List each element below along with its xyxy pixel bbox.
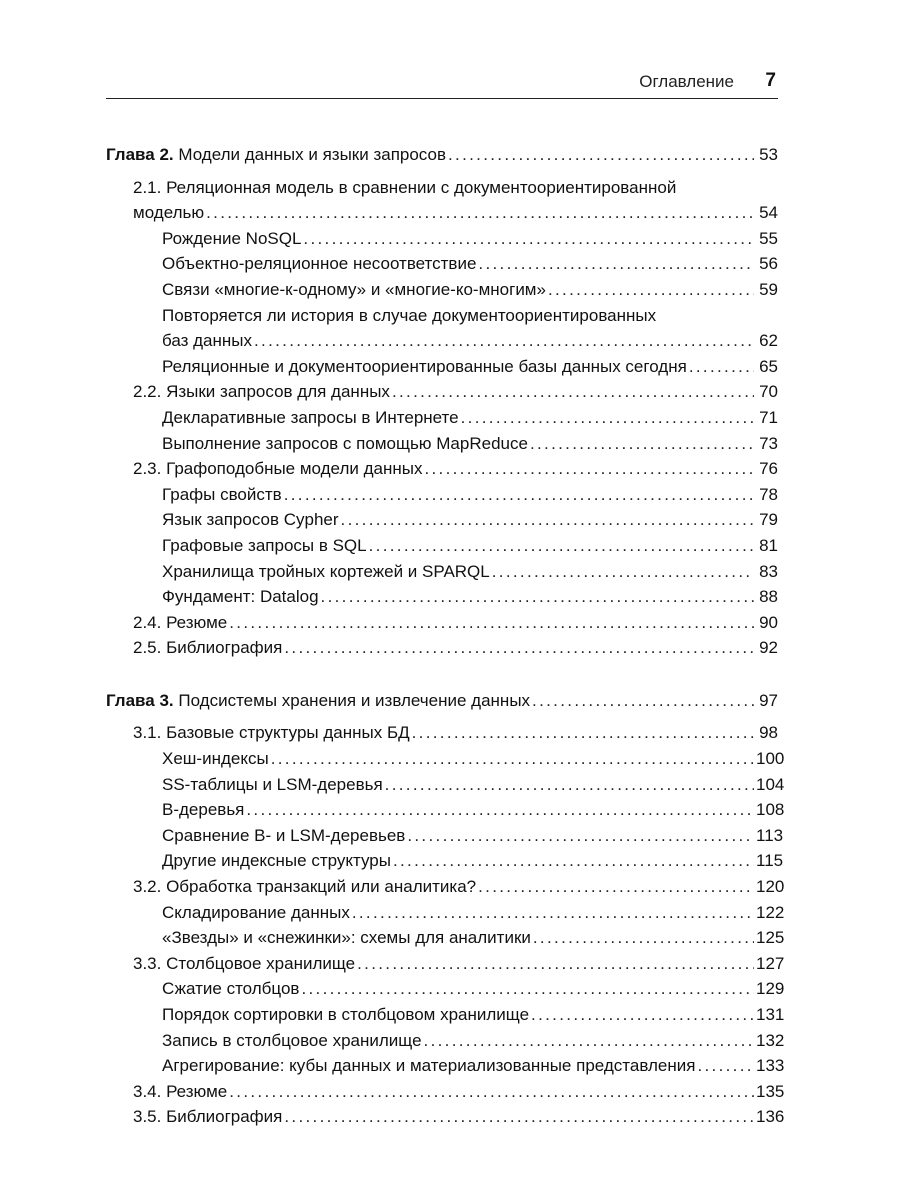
- dot-leader: [301, 976, 754, 1002]
- toc-subsection: [106, 354, 778, 380]
- subsection-title-cont: баз данных: [162, 331, 252, 351]
- dot-leader: [206, 200, 754, 226]
- toc-subsection: [106, 226, 778, 252]
- toc-section-2-4: [106, 610, 778, 636]
- page-ref: 90: [759, 612, 778, 632]
- subsection-title: Складирование данных: [162, 902, 350, 922]
- toc-subsection: [106, 848, 784, 874]
- page-ref: 122: [756, 902, 785, 922]
- dot-leader: [369, 533, 754, 559]
- section-title: 2.4. Резюме: [133, 612, 228, 632]
- section-title: 2.5. Библиография: [133, 638, 283, 658]
- chapter-label: Глава 2.: [106, 145, 174, 164]
- subsection-title: Рождение NoSQL: [162, 228, 302, 248]
- dot-leader: [352, 900, 754, 926]
- section-title: 3.4. Резюме: [133, 1081, 228, 1101]
- subsection-title: Реляционные и документоориентированные базы данных сегодня: [162, 356, 687, 376]
- section-title: 2.2. Языки запросов для данных: [133, 382, 390, 402]
- toc-subsection: [106, 303, 778, 354]
- subsection-title: Фундамент: Datalog: [162, 587, 319, 607]
- toc-subsection: [106, 251, 778, 277]
- subsection-title: Объектно-реляционное несоответствие: [162, 254, 477, 274]
- section-title: 2.1. Реляционная модель в сравнении с документоориентированной: [133, 177, 677, 197]
- chapter-title: Модели данных и языки запросов: [178, 145, 446, 164]
- page-ref: 78: [759, 484, 778, 504]
- toc-subsection: [106, 746, 785, 772]
- toc-section-2-5: [106, 635, 778, 661]
- toc-section-2-3: [106, 456, 778, 482]
- toc-section-2-2: [106, 379, 778, 405]
- page-ref: 135: [756, 1081, 785, 1101]
- subsection-title: SS-таблицы и LSM-деревья: [162, 774, 383, 794]
- page-ref: 131: [756, 1005, 785, 1024]
- page-ref: 73: [759, 433, 778, 453]
- page-ref: 56: [759, 254, 778, 274]
- toc-subsection: [106, 507, 778, 533]
- dot-leader: [412, 720, 754, 746]
- subsection-title: Порядок сортировки в столбцовом хранилище: [162, 1005, 530, 1024]
- toc-subsection: [106, 900, 785, 926]
- section-title: 2.3. Графоподобные модели данных: [133, 459, 423, 479]
- dot-leader: [697, 1053, 754, 1079]
- page-ref: 108: [756, 800, 785, 820]
- page-ref: 104: [756, 774, 785, 794]
- toc-subsection: [106, 1053, 785, 1079]
- chapter-gap: [106, 661, 778, 688]
- subsection-title: B-деревья: [162, 800, 245, 820]
- dot-leader: [532, 688, 754, 714]
- dot-leader: [321, 584, 754, 610]
- subsection-title: Сравнение B- и LSM-деревьев: [162, 825, 406, 845]
- dot-leader: [478, 251, 754, 277]
- toc-subsection: [106, 431, 778, 457]
- dot-leader: [303, 226, 754, 252]
- toc-subsection: [106, 277, 778, 303]
- page-ref: 125: [756, 928, 785, 948]
- page-ref: 97: [759, 690, 778, 710]
- page-header: [106, 70, 778, 99]
- page-ref: 98: [759, 723, 778, 743]
- toc-section-2-1: [106, 175, 778, 226]
- dot-leader: [530, 431, 754, 457]
- dot-leader: [284, 1104, 754, 1130]
- dot-leader: [341, 507, 754, 533]
- dot-leader: [492, 559, 754, 585]
- toc-subsection: [106, 1028, 785, 1054]
- subsection-title: Хранилища тройных кортежей и SPARQL: [162, 561, 490, 581]
- page-ref: 113: [756, 825, 784, 845]
- toc-subsection: [106, 925, 785, 951]
- section-title: 3.1. Базовые структуры данных БД: [133, 723, 410, 743]
- chapter-title: Подсистемы хранения и извлечение данных: [178, 690, 531, 710]
- subsection-title: Графовые запросы в SQL: [162, 535, 367, 555]
- dot-leader: [357, 951, 754, 977]
- subsection-title: Повторяется ли история в случае документоориентированных: [162, 305, 657, 325]
- page-ref: 83: [759, 561, 778, 581]
- toc-subsection: [106, 976, 785, 1002]
- section-title: 3.2. Обработка транзакций или аналитика?: [133, 877, 477, 897]
- dot-leader: [478, 874, 754, 900]
- dot-leader: [254, 328, 754, 354]
- toc-section-3-2: [106, 874, 785, 900]
- dot-leader: [461, 405, 754, 431]
- toc-subsection: [106, 797, 785, 823]
- subsection-title: «Звезды» и «снежинки»: схемы для аналитики: [162, 928, 531, 948]
- page-ref: 88: [759, 587, 778, 607]
- toc-chapter-3: [106, 688, 778, 714]
- page-ref: 54: [759, 203, 778, 223]
- page-ref: 120: [756, 877, 785, 897]
- chapter-label: Глава 3.: [106, 690, 174, 710]
- page-ref: 100: [756, 749, 785, 769]
- subsection-title: Агрегирование: кубы данных и материализованные представления: [162, 1056, 696, 1076]
- page-ref: 79: [759, 510, 778, 530]
- page-ref: 129: [756, 979, 785, 999]
- dot-leader: [424, 1028, 754, 1054]
- page-ref: 76: [759, 459, 778, 479]
- page-ref: 70: [759, 382, 778, 402]
- dot-leader: [284, 635, 754, 661]
- toc-subsection: [106, 559, 778, 585]
- toc-chapter-2: [106, 142, 778, 168]
- toc-subsection: [106, 482, 778, 508]
- dot-leader: [407, 823, 754, 849]
- subsection-title: Запись в столбцовое хранилище: [162, 1030, 422, 1050]
- dot-leader: [229, 610, 754, 636]
- section-title: 3.3. Столбцовое хранилище: [133, 953, 356, 973]
- page-ref: 62: [759, 331, 778, 351]
- toc-section-3-1: [106, 720, 778, 746]
- toc-subsection: [106, 405, 778, 431]
- subsection-title: Хеш-индексы: [162, 749, 269, 769]
- toc-subsection: [106, 584, 778, 610]
- dot-leader: [385, 772, 754, 798]
- page-ref: 127: [756, 953, 785, 973]
- subsection-title: Декларативные запросы в Интернете: [162, 407, 459, 427]
- page-ref: 115: [756, 851, 784, 871]
- dot-leader: [531, 1002, 754, 1028]
- page-ref: 136: [756, 1107, 785, 1127]
- toc-subsection: [106, 772, 785, 798]
- dot-leader: [392, 379, 754, 405]
- page-number: 7: [765, 70, 776, 91]
- subsection-title: Выполнение запросов с помощью MapReduce: [162, 433, 528, 453]
- dot-leader: [689, 354, 754, 380]
- dot-leader: [393, 848, 754, 874]
- page-ref: 59: [759, 279, 778, 299]
- toc-subsection: [106, 533, 778, 559]
- page-ref: 92: [759, 638, 778, 658]
- toc-section-3-4: [106, 1079, 785, 1105]
- page-ref: 55: [759, 228, 778, 248]
- dot-leader: [533, 925, 754, 951]
- dot-leader: [229, 1079, 754, 1105]
- page-ref: 65: [759, 356, 778, 376]
- page-ref: 71: [759, 407, 778, 427]
- subsection-title: Другие индексные структуры: [162, 851, 391, 871]
- subsection-title: Сжатие столбцов: [162, 979, 300, 999]
- toc-subsection: [106, 1002, 785, 1028]
- toc-section-3-5: [106, 1104, 785, 1130]
- dot-leader: [424, 456, 754, 482]
- dot-leader: [271, 746, 754, 772]
- running-title: Оглавление: [639, 72, 734, 91]
- section-title-cont: моделью: [133, 203, 205, 223]
- page-ref: 132: [756, 1030, 785, 1050]
- table-of-contents: [106, 142, 785, 1130]
- dot-leader: [284, 482, 754, 508]
- page-ref: 133: [756, 1056, 785, 1076]
- dot-leader: [548, 277, 754, 303]
- toc-subsection: [106, 823, 784, 849]
- section-title: 3.5. Библиография: [133, 1107, 283, 1127]
- subsection-title: Язык запросов Cypher: [162, 510, 339, 530]
- dot-leader: [448, 142, 754, 168]
- page-ref: 81: [759, 535, 778, 555]
- toc-section-3-3: [106, 951, 785, 977]
- subsection-title: Графы свойств: [162, 484, 282, 504]
- dot-leader: [246, 797, 754, 823]
- subsection-title: Связи «многие-к-одному» и «многие-ко-многим»: [162, 279, 546, 299]
- page-ref: 53: [759, 145, 778, 164]
